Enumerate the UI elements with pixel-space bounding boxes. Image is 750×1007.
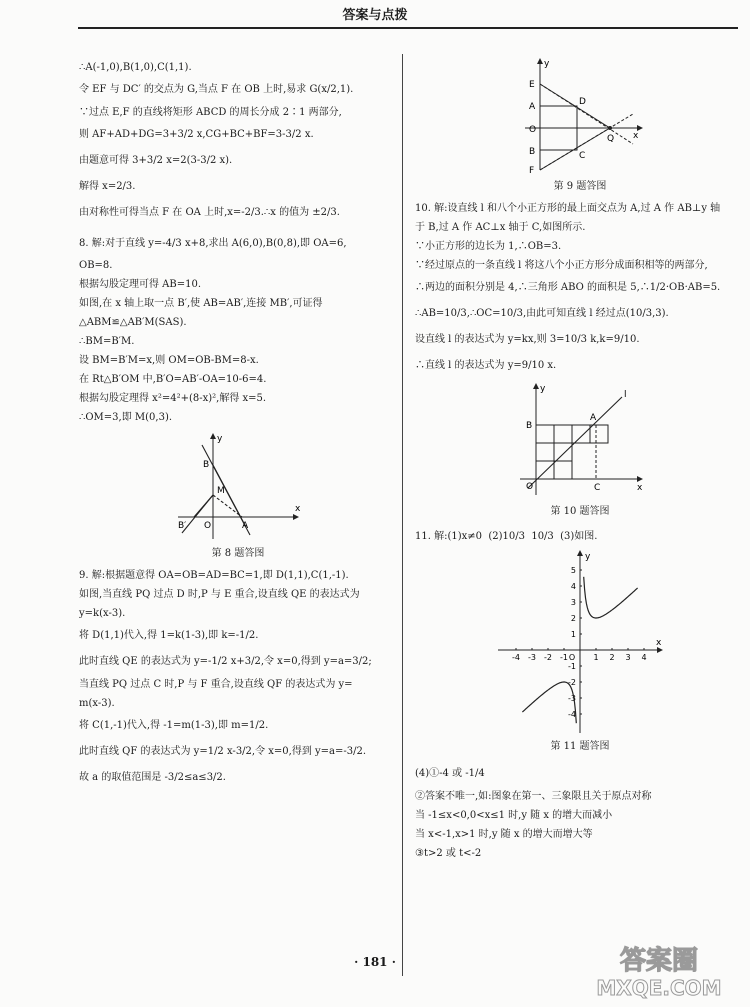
fig9-label: F bbox=[529, 166, 535, 176]
x-tick-label: O bbox=[568, 653, 576, 662]
fig10-label: x bbox=[637, 483, 643, 493]
problem-9-solution bbox=[79, 566, 397, 791]
text-line: ∴BM=B′M. bbox=[79, 336, 135, 347]
x-tick-label: -4 bbox=[512, 653, 520, 662]
problem-7-continued bbox=[79, 58, 397, 226]
fig9-label: y bbox=[544, 59, 550, 69]
page-header-title: 答案与点拨 bbox=[342, 8, 408, 23]
text-line: 9. 解:根据题意得 OA=OB=AD=BC=1,即 D(1,1),C(1,-1). bbox=[79, 570, 349, 581]
y-tick-label: 1 bbox=[570, 630, 576, 639]
text-line: ∵过点 E,F 的直线将矩形 ABCD 的周长分成 2∶1 两部分, bbox=[79, 107, 342, 118]
text-line: 令 EF 与 DC′ 的交点为 G,当点 F 在 OB 上时,易求 G(x/2,1). bbox=[79, 84, 354, 95]
watermark-logo bbox=[584, 939, 734, 1001]
text-line: ∴直线 l 的表达式为 y=9/10 x. bbox=[415, 360, 557, 371]
figure-10 bbox=[415, 383, 745, 518]
fig9-label: Q bbox=[607, 134, 615, 144]
fig8-label: B bbox=[203, 460, 210, 470]
curve-first-quadrant bbox=[584, 577, 638, 618]
x-tick-label: -2 bbox=[544, 653, 552, 662]
fig8-label: y bbox=[217, 434, 223, 444]
figure-8-diagram bbox=[168, 431, 308, 543]
text-line: 设 BM=B′M=x,则 OM=OB-BM=8-x. bbox=[79, 355, 259, 366]
watermark-line-2: MXQE.COM bbox=[596, 976, 722, 1000]
y-tick-label: 3 bbox=[570, 598, 576, 607]
fig11-label: y bbox=[585, 552, 591, 562]
x-tick-label: 1 bbox=[593, 653, 599, 662]
figure-11-graph bbox=[490, 550, 670, 736]
fig10-label: l bbox=[624, 390, 627, 400]
text-line: 此时直线 QE 的表达式为 y=-1/2 x+3/2,令 x=0,得到 y=a=3/2; bbox=[79, 656, 372, 667]
text-line: ∴OM=3,即 M(0,3). bbox=[79, 412, 173, 423]
problem-11-continued bbox=[415, 761, 745, 863]
x-tick-label: 4 bbox=[641, 653, 647, 662]
text-line: 根据勾股定理得 x²=4²+(8-x)²,解得 x=5. bbox=[79, 393, 267, 404]
text-line: 由题意可得 3+3/2 x=2(3-3/2 x). bbox=[79, 155, 233, 166]
figure-10-caption: 第 10 题答图 bbox=[550, 506, 610, 517]
figure-8 bbox=[79, 431, 397, 560]
fig9-label: x bbox=[633, 131, 639, 141]
fig10-label: O bbox=[526, 482, 534, 492]
text-line: ∴AB=10/3,∴OC=10/3,由此可知直线 l 经过点(10/3,3). bbox=[415, 308, 669, 319]
fig9-label: D bbox=[579, 97, 586, 107]
x-tick-label: 2 bbox=[609, 653, 615, 662]
text-line: 在 Rt△B′OM 中,B′O=AB′-OA=10-6=4. bbox=[79, 374, 267, 385]
figure-8-caption: 第 8 题答图 bbox=[211, 548, 265, 559]
text-line: 设直线 l 的表达式为 y=kx,则 3=10/3 k,k=9/10. bbox=[415, 334, 640, 345]
text-line: 由对称性可得当点 F 在 OA 上时,x=-2/3.∴x 的值为 ±2/3. bbox=[79, 207, 340, 218]
text-line: 此时直线 QF 的表达式为 y=1/2 x-3/2,令 x=0,得到 y=a=-3/2. bbox=[79, 746, 367, 757]
text-line: 10. 解:设直线 l 和八个小正方形的最上面交点为 A,过 A 作 AB⊥y 轴 bbox=[415, 203, 721, 214]
text-line: 于 B,过 A 作 AC⊥x 轴于 C,如图所示. bbox=[415, 222, 586, 233]
text-line: y=k(x-3). bbox=[79, 608, 126, 619]
fig10-label: y bbox=[540, 384, 546, 394]
right-column bbox=[415, 58, 745, 863]
text-line: 则 AF+AD+DG=3+3/2 x,CG+BC+BF=3-3/2 x. bbox=[79, 129, 314, 140]
fig9-label: A bbox=[529, 102, 536, 112]
fig9-label: E bbox=[529, 80, 535, 90]
y-tick-label: 2 bbox=[570, 614, 576, 623]
text-line: ∵小正方形的边长为 1,∴OB=3. bbox=[415, 241, 562, 252]
problem-10-solution bbox=[415, 199, 745, 379]
x-tick-label: -1 bbox=[560, 653, 568, 662]
text-line: 如图,当直线 PQ 过点 D 时,P 与 E 重合,设直线 QE 的表达式为 bbox=[79, 589, 360, 600]
y-tick-label: -3 bbox=[568, 694, 576, 703]
text-line: ∴两边的面积分别是 4,∴三角形 ABO 的面积是 5,∴1/2·OB·AB=5. bbox=[415, 282, 721, 293]
fig10-label: B bbox=[526, 421, 533, 431]
fig9-label: C bbox=[579, 151, 586, 161]
x-tick-label: -3 bbox=[528, 653, 536, 662]
fig11-label: x bbox=[656, 638, 662, 648]
fig8-label: O bbox=[204, 521, 212, 531]
watermark-line-1: 答案圈 bbox=[619, 946, 699, 976]
text-line: (4)①-4 或 -1/4 bbox=[415, 768, 485, 779]
figure-9-diagram bbox=[515, 58, 645, 176]
text-line: 8. 解:对于直线 y=-4/3 x+8,求出 A(6,0),B(0,8),即 OA=6, bbox=[79, 238, 347, 249]
figure-11 bbox=[415, 550, 745, 753]
column-divider bbox=[402, 54, 403, 976]
fig8-label: M bbox=[217, 486, 225, 496]
y-tick-label: -4 bbox=[568, 710, 576, 719]
text-line: 故 a 的取值范围是 -3/2≤a≤3/2. bbox=[79, 772, 226, 783]
x-tick-label: 3 bbox=[625, 653, 631, 662]
page-number: · 181 · bbox=[354, 955, 396, 969]
text-line: m(x-3). bbox=[79, 698, 115, 709]
figure-11-caption: 第 11 题答图 bbox=[550, 741, 610, 752]
text-line: 当直线 PQ 过点 C 时,P 与 F 重合,设直线 QF 的表达式为 y= bbox=[79, 679, 353, 690]
text-line: ∵经过原点的一条直线 l 将这八个小正方形分成面积相等的两部分, bbox=[415, 260, 708, 271]
problem-8-solution bbox=[79, 232, 397, 427]
figure-10-diagram bbox=[510, 383, 650, 501]
fig10-label: A bbox=[590, 413, 597, 423]
left-column bbox=[79, 58, 397, 791]
fig10-label: C bbox=[594, 483, 601, 493]
y-tick-label: 4 bbox=[570, 582, 576, 591]
fig9-label: O bbox=[529, 125, 537, 135]
text-line: 当 x<-1,x>1 时,y 随 x 的增大而增大等 bbox=[415, 829, 593, 840]
text-line: 当 -1≤x<0,0<x≤1 时,y 随 x 的增大而减小 bbox=[415, 810, 613, 821]
header-rule bbox=[78, 27, 738, 29]
fig8-label: B′ bbox=[178, 521, 187, 531]
text-line: ∴A(-1,0),B(1,0),C(1,1). bbox=[79, 62, 192, 73]
text-line: 11. 解:(1)x≠0 (2)10/3 10/3 (3)如图. bbox=[415, 531, 598, 542]
y-tick-label: 5 bbox=[570, 566, 576, 575]
text-line: 解得 x=2/3. bbox=[79, 181, 136, 192]
text-line: 根据勾股定理可得 AB=10. bbox=[79, 279, 202, 290]
text-line: ③t>2 或 t<-2 bbox=[415, 848, 482, 859]
figure-9-caption: 第 9 题答图 bbox=[553, 181, 607, 192]
fig9-label: B bbox=[529, 147, 536, 157]
y-tick-label: -2 bbox=[568, 678, 576, 687]
fig8-label: A bbox=[242, 521, 249, 531]
problem-11-solution bbox=[415, 524, 745, 550]
y-tick-label: -1 bbox=[568, 662, 576, 671]
text-line: 将 D(1,1)代入,得 1=k(1-3),即 k=-1/2. bbox=[79, 630, 259, 641]
text-line: ②答案不唯一,如:图象在第一、三象限且关于原点对称 bbox=[415, 791, 652, 802]
text-line: 将 C(1,-1)代入,得 -1=m(1-3),即 m=1/2. bbox=[79, 720, 269, 731]
text-line: 如图,在 x 轴上取一点 B′,使 AB=AB′,连接 MB′,可证得 bbox=[79, 298, 323, 309]
text-line: △ABM≌△AB′M(SAS). bbox=[79, 317, 187, 328]
text-line: OB=8. bbox=[79, 260, 113, 271]
figure-9 bbox=[415, 58, 745, 193]
fig8-label: x bbox=[295, 504, 301, 514]
